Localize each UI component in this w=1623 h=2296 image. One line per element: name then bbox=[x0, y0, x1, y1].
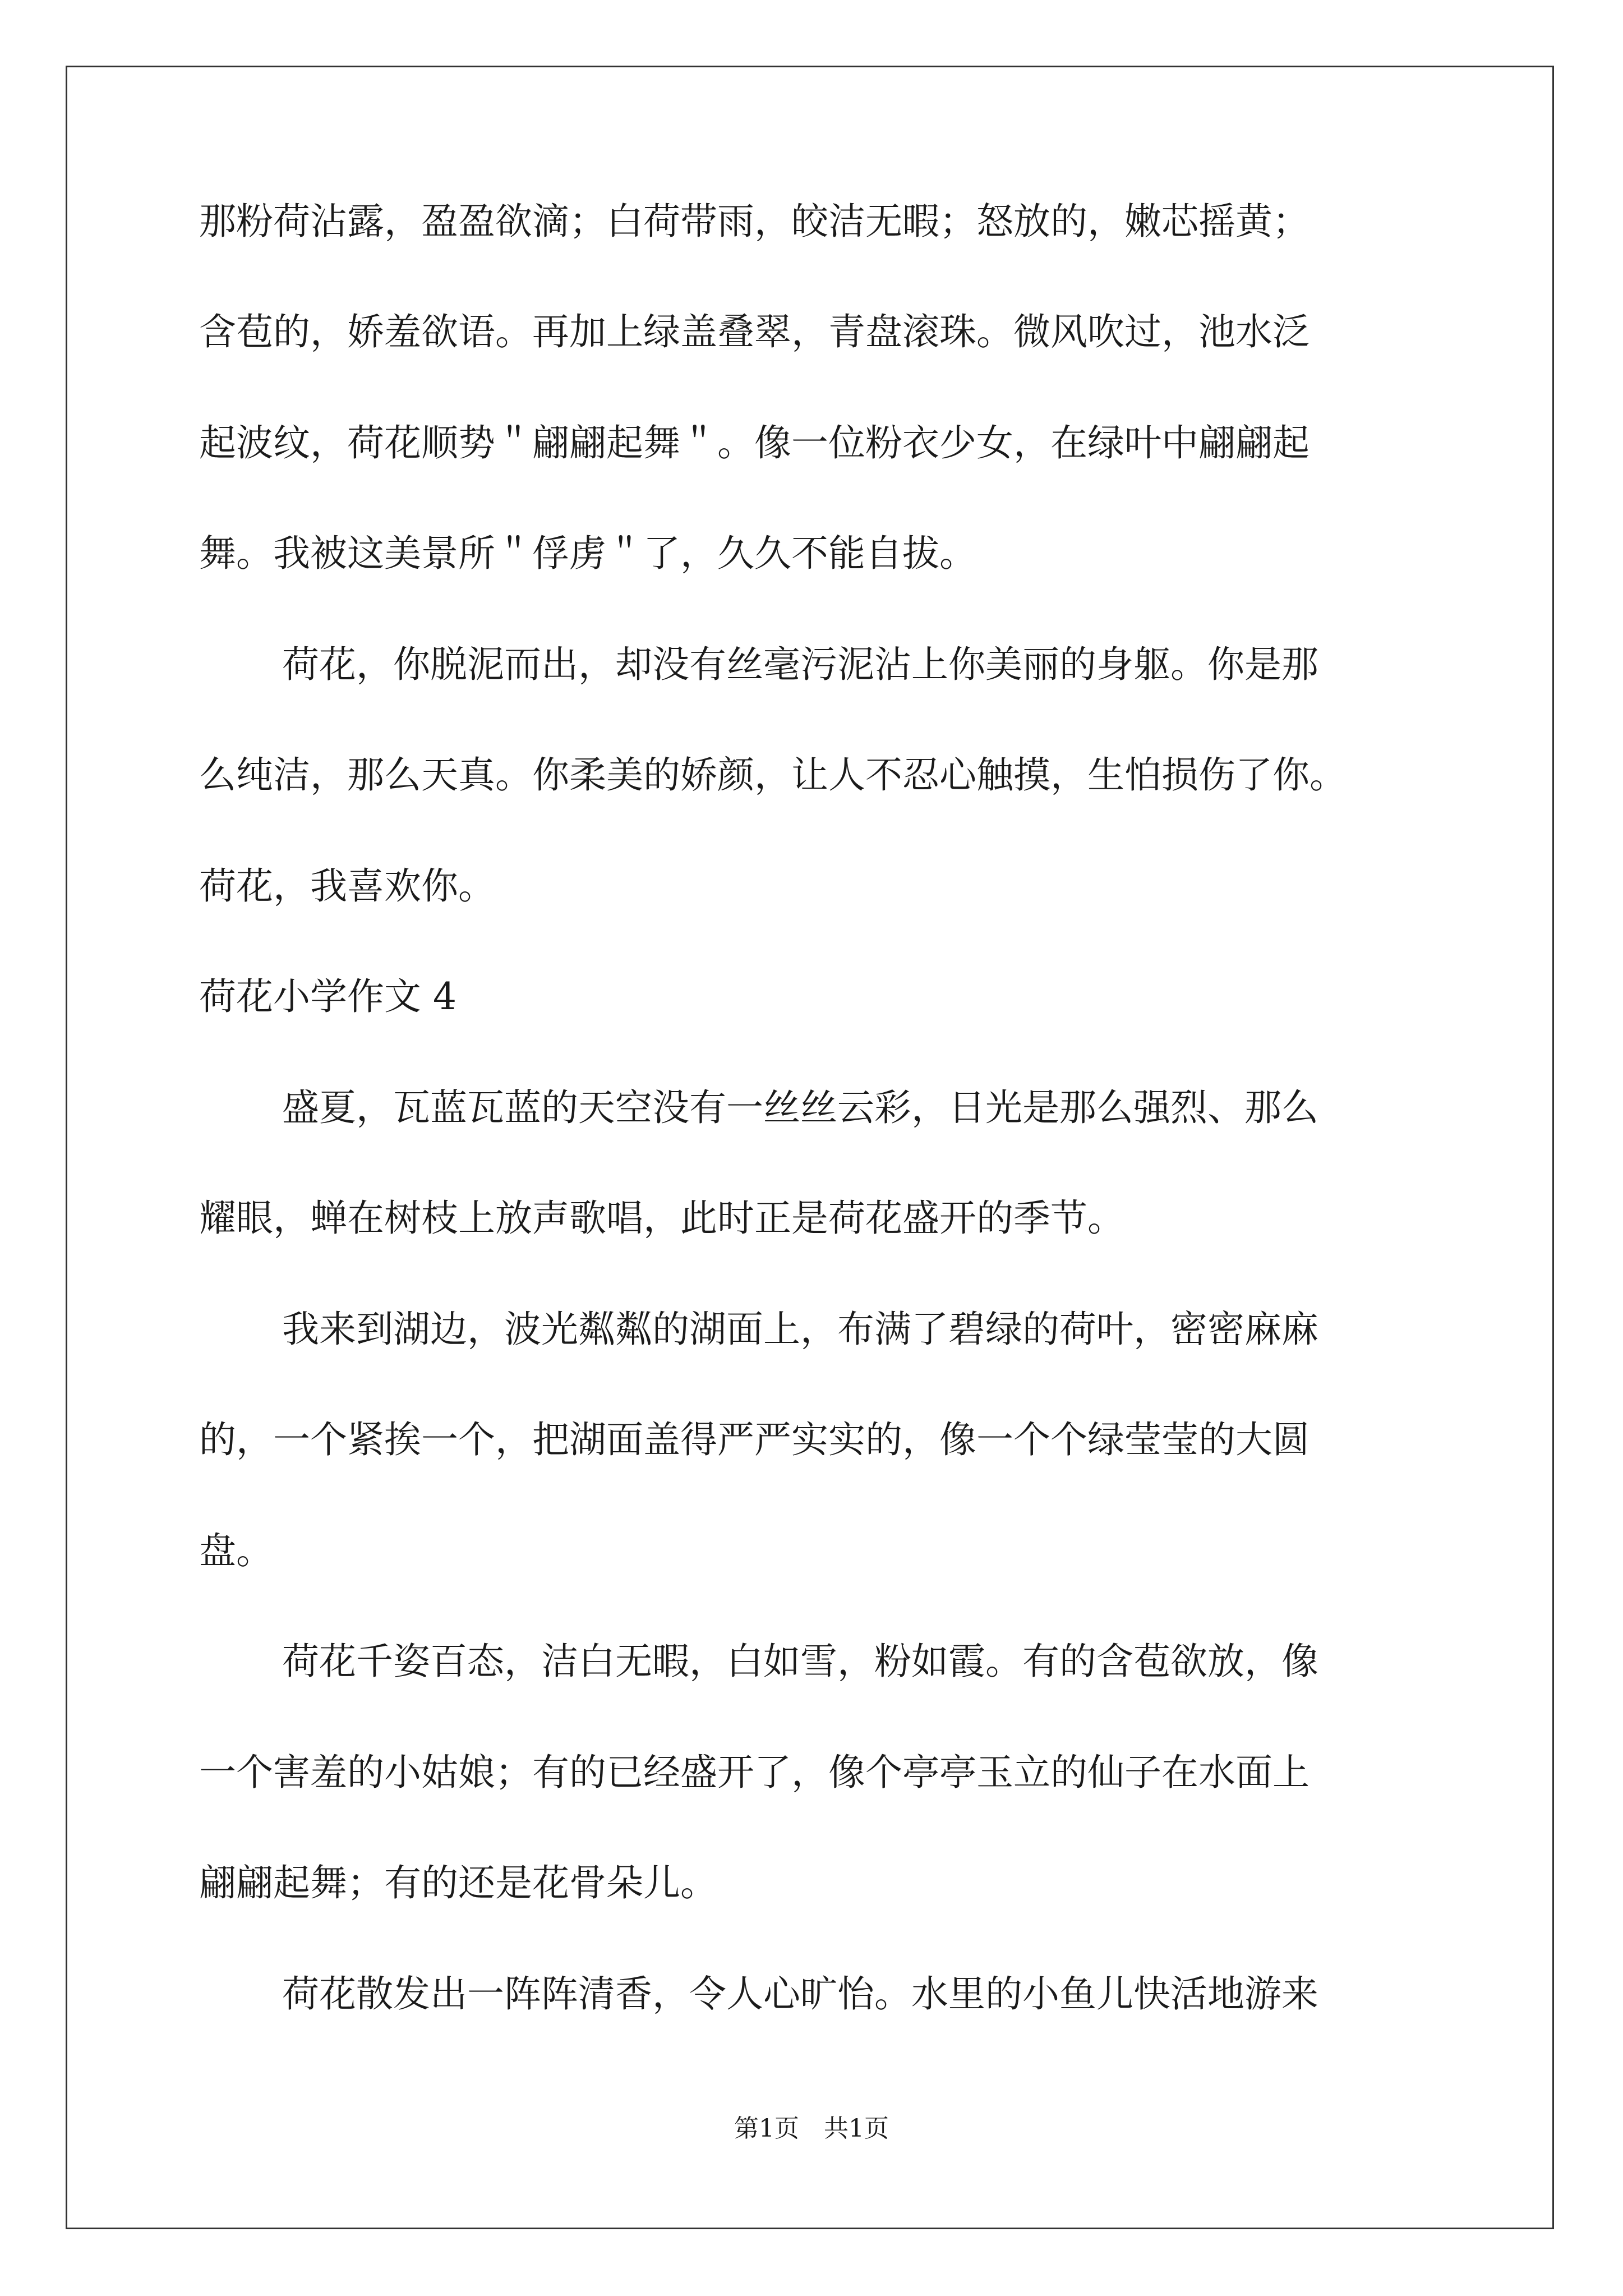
paragraph-line: 的，一个紧挨一个，把湖面盖得严严实实的，像一个个绿莹莹的大圆 bbox=[199, 1418, 1310, 1461]
paragraph-line: 起波纹，荷花顺势＂翩翩起舞＂。像一位粉衣少女，在绿叶中翩翩起 bbox=[199, 421, 1310, 464]
paragraph-line: 翩翩起舞；有的还是花骨朵儿。 bbox=[199, 1861, 717, 1904]
paragraph-line: 荷花，我喜欢你。 bbox=[199, 864, 495, 908]
paragraph-line: 荷花，你脱泥而出，却没有丝毫污泥沾上你美丽的身躯。你是那 bbox=[282, 643, 1318, 686]
paragraph-line: 含苞的，娇羞欲语。再加上绿盖叠翠，青盘滚珠。微风吹过，池水泛 bbox=[199, 310, 1310, 353]
paragraph-line: 盛夏，瓦蓝瓦蓝的天空没有一丝丝云彩，日光是那么强烈、那么 bbox=[282, 1086, 1318, 1129]
paragraph-line: 一个害羞的小姑娘；有的已经盛开了，像个亭亭玉立的仙子在水面上 bbox=[199, 1751, 1310, 1794]
paragraph-line: 盘。 bbox=[199, 1529, 273, 1572]
page-border bbox=[66, 66, 1554, 2229]
section-heading: 荷花小学作文 4 bbox=[199, 975, 457, 1018]
page-footer: 第1页 共1页 bbox=[734, 2114, 889, 2143]
paragraph-line: 荷花千姿百态，洁白无暇，白如雪，粉如霞。有的含苞欲放，像 bbox=[282, 1640, 1318, 1683]
paragraph-line: 我来到湖边，波光粼粼的湖面上，布满了碧绿的荷叶，密密麻麻 bbox=[282, 1308, 1318, 1351]
paragraph-line: 舞。我被这美景所＂俘虏＂了，久久不能自拔。 bbox=[199, 532, 976, 575]
paragraph-line: 耀眼，蝉在树枝上放声歌唱，此时正是荷花盛开的季节。 bbox=[199, 1197, 1124, 1240]
paragraph-line: 那粉荷沾露，盈盈欲滴；白荷带雨，皎洁无暇；怒放的，嫩芯摇黄； bbox=[199, 200, 1310, 243]
paragraph-line: 荷花散发出一阵阵清香，令人心旷怡。水里的小鱼儿快活地游来 bbox=[282, 1972, 1318, 2016]
paragraph-line: 么纯洁，那么天真。你柔美的娇颜，让人不忍心触摸，生怕损伤了你。 bbox=[199, 753, 1347, 797]
